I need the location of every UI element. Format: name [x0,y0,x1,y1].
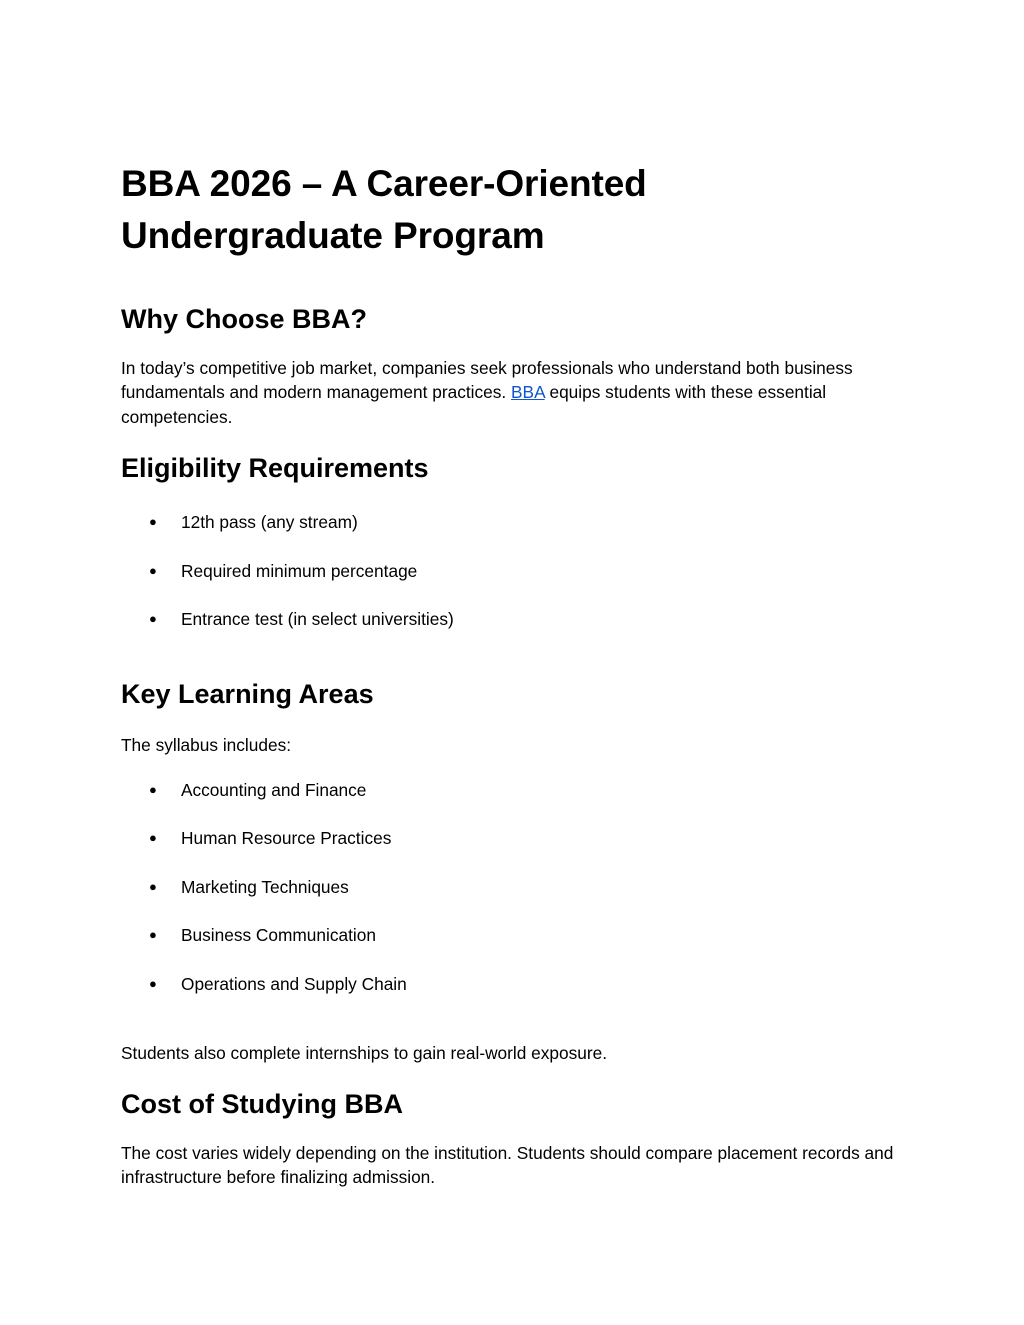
bullet-icon: ● [149,830,157,846]
list-item [121,607,911,631]
list-item-text: Entrance test (in select universities) [181,609,454,630]
bullet-icon: ● [149,611,157,627]
section-heading-cost: Cost of Studying BBA [121,1089,403,1120]
document-page [121,158,911,1190]
internship-paragraph: Students also complete internships to gain real-world exposure. [121,1042,608,1063]
why-text-before-link: In today’s competitive job market, companies seek professionals who understand both business fundamentals and modern management practices. [121,358,853,403]
why-choose-paragraph [121,356,911,429]
list-item-text: Human Resource Practices [181,828,392,849]
bullet-icon: ● [149,878,157,894]
list-item [121,972,911,996]
list-item-text: Operations and Supply Chain [181,973,407,994]
section-heading-why-choose: Why Choose BBA? [121,304,367,334]
list-item [121,923,911,947]
syllabus-intro: The syllabus includes: [121,735,292,756]
bullet-icon: ● [149,927,157,943]
bullet-icon: ● [149,975,157,991]
eligibility-list [121,510,911,631]
document-title [121,158,911,262]
bba-link[interactable]: BBA [511,382,545,403]
list-item [121,510,911,534]
list-item-text: 12th pass (any stream) [181,512,358,533]
bullet-icon: ● [149,514,157,530]
list-item-text: Marketing Techniques [181,876,349,897]
list-item-text: Accounting and Finance [181,779,367,800]
document-title-line-2: Undergraduate Program [121,215,545,256]
document-title-line-1: BBA 2026 – A Career-Oriented [121,163,647,204]
bullet-icon: ● [149,562,157,578]
list-item-text: Required minimum percentage [181,560,418,581]
key-learning-list [121,778,911,996]
bullet-icon: ● [149,781,157,797]
list-item [121,875,911,899]
list-item [121,559,911,583]
section-heading-eligibility: Eligibility Requirements [121,453,429,484]
list-item [121,826,911,850]
why-text-after-link: equips students with these essential competencies. [121,382,827,427]
section-heading-key-learning: Key Learning Areas [121,679,374,710]
cost-paragraph: The cost varies widely depending on the institution. Students should compare placement records and infrastructure before finalizing admission. [121,1143,894,1188]
list-item-text: Business Communication [181,925,376,946]
list-item [121,778,911,802]
